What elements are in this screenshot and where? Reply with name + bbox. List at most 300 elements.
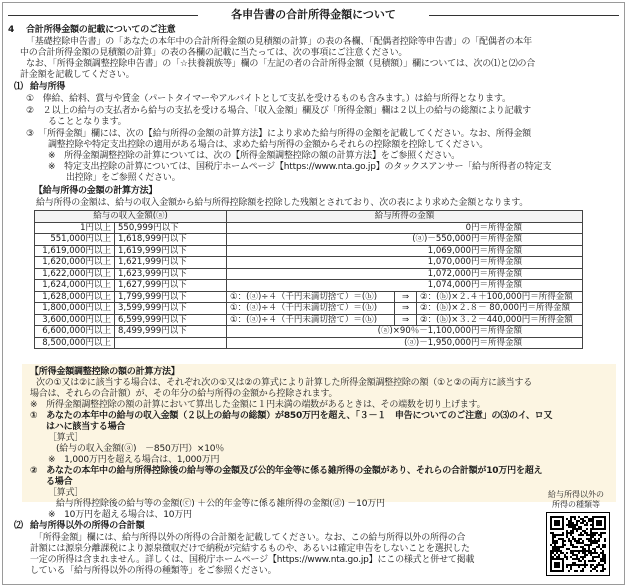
qr-module [586, 544, 588, 546]
qr-module [584, 548, 586, 550]
qr-module [570, 568, 572, 570]
income-result: (ⓐ)－550,000円＝所得金額 [227, 234, 583, 246]
qr-module [576, 554, 578, 556]
arrow-icon: ⇒ [395, 303, 417, 315]
salary-note-2-cont: 出控除」をご参照ください。 [66, 173, 181, 183]
qr-module [582, 520, 584, 522]
qr-module [572, 532, 574, 534]
qr-module [552, 546, 554, 548]
qr-module [596, 570, 598, 572]
income-result: 1,074,000円＝所得金額 [227, 280, 583, 292]
qr-module [574, 538, 576, 540]
income-from: 6,600,000円以上 [35, 326, 115, 338]
qr-module [556, 556, 558, 558]
qr-module [570, 564, 572, 566]
subsection-1-title: 給与所得 [30, 82, 66, 92]
qr-module [562, 542, 564, 544]
qr-module [594, 542, 596, 544]
qr-module [602, 566, 604, 568]
qr-module [582, 548, 584, 550]
salary-item-3: ③ 「所得金額」欄には、次の【給与所得の金額の計算方法】により求めた給与所得の金額を記載してください。なお、所得金額 [26, 129, 531, 139]
section-intro-line: なお、「所得金額調整控除申告書」の「☆扶養親族等」欄の「左記の者の合計所得金額（見積額）」欄については、次の⑴と⑵の合 [26, 59, 536, 69]
table-row [35, 303, 583, 315]
qr-module [564, 544, 566, 546]
qr-module [576, 542, 578, 544]
qr-module [590, 554, 592, 556]
qr-code-icon[interactable] [546, 512, 610, 576]
qr-module [600, 548, 602, 550]
qr-module [578, 540, 580, 542]
qr-module [582, 570, 584, 572]
qr-module [572, 524, 574, 526]
qr-module [594, 556, 596, 558]
qr-module [594, 532, 596, 534]
qr-module [554, 554, 556, 556]
qr-module [566, 566, 568, 568]
qr-module [590, 552, 592, 554]
qr-module [592, 560, 594, 562]
income-to: 1,618,999円以下 [115, 234, 227, 246]
qr-module [582, 518, 584, 520]
income-from: 1円以上 [35, 222, 115, 234]
qr-module [572, 552, 574, 554]
qr-module [550, 550, 552, 552]
qr-module [574, 546, 576, 548]
qr-module [562, 534, 564, 536]
arrow-icon: ⇒ [395, 314, 417, 326]
qr-module [598, 554, 600, 556]
qr-module [598, 564, 600, 566]
table-row [35, 257, 583, 269]
formula-2: 給与所得控除後の給与等の金額(ⓒ) ＋公的年金等に係る雑所得の金額(ⓓ) －10万円 [56, 499, 385, 509]
qr-module [554, 534, 556, 536]
table-row [35, 291, 583, 303]
income-from: 1,628,000円以上 [35, 291, 115, 303]
qr-module [562, 540, 564, 542]
qr-module [582, 542, 584, 544]
qr-module [602, 558, 604, 560]
qr-module [550, 552, 552, 554]
adjustment-desc: 次の①又は②に該当する場合は、それぞれ次の①又は②の算式により計算した所得金額調整控除の額（①と②の両方に該当する [36, 378, 533, 388]
qr-module [594, 538, 596, 540]
qr-module [560, 550, 562, 552]
qr-module [582, 564, 584, 566]
qr-module [580, 546, 582, 548]
qr-module [576, 570, 578, 572]
qr-module [604, 556, 606, 558]
qr-module [576, 550, 578, 552]
qr-module [572, 558, 574, 560]
qr-module [572, 564, 574, 566]
subsection-2-title: 給与所得以外の所得の合計額 [30, 521, 145, 531]
qr-module [562, 532, 564, 534]
formula-1: (給与の収入金額(ⓐ) －850万円）×10％ [56, 444, 225, 454]
qr-module [570, 566, 572, 568]
qr-module [572, 528, 574, 530]
qr-module [574, 562, 576, 564]
qr-module [588, 534, 590, 536]
qr-module [560, 538, 562, 540]
table-row [35, 337, 583, 349]
qr-module [596, 542, 598, 544]
qr-module [552, 536, 554, 538]
qr-module [576, 520, 578, 522]
qr-module [584, 532, 586, 534]
page-header [8, 8, 619, 22]
qr-module [562, 538, 564, 540]
qr-module [558, 550, 560, 552]
table-row [35, 268, 583, 280]
income-to [115, 337, 227, 349]
qr-module [588, 560, 590, 562]
qr-module [554, 546, 556, 548]
income-to: 1,623,999円以下 [115, 268, 227, 280]
income-from: 1,620,000円以上 [35, 257, 115, 269]
qr-module [580, 564, 582, 566]
qr-module [584, 544, 586, 546]
qr-module [570, 526, 572, 528]
page-title: 各申告書の合計所得金額について [8, 8, 619, 22]
qr-module [580, 560, 582, 562]
qr-module [592, 556, 594, 558]
qr-module [586, 554, 588, 556]
qr-module [600, 534, 602, 536]
qr-module [590, 518, 592, 520]
qr-module [582, 540, 584, 542]
qr-module [580, 522, 582, 524]
qr-module [568, 538, 570, 540]
qr-module [576, 524, 578, 526]
qr-module [578, 558, 580, 560]
qr-module [594, 540, 596, 542]
qr-module [586, 564, 588, 566]
calc-step-2: ②：(ⓑ)×３.２－440,000円＝所得金額 [417, 314, 583, 326]
table-header-row [35, 211, 583, 223]
other-income-text: している「給与所得以外の所得の種類等」をご参照ください。 [30, 566, 277, 576]
income-from: 1,624,000円以上 [35, 280, 115, 292]
qr-module [572, 516, 574, 518]
formula-label: ［算式］ [48, 433, 84, 443]
qr-module [600, 560, 602, 562]
qr-module [572, 550, 574, 552]
qr-module [574, 516, 576, 518]
income-from: 1,800,000円以上 [35, 303, 115, 315]
qr-module [594, 568, 596, 570]
qr-module [554, 542, 556, 544]
qr-module [596, 566, 598, 568]
qr-module [580, 538, 582, 540]
qr-module [566, 556, 568, 558]
qr-module [584, 562, 586, 564]
salary-item-2-cont: ることとなります。 [48, 117, 127, 127]
qr-module [588, 550, 590, 552]
qr-module [588, 540, 590, 542]
qr-module [592, 558, 594, 560]
qr-module [578, 534, 580, 536]
section-intro-line: 計金額を記載してください。 [20, 70, 135, 80]
qr-module [572, 538, 574, 540]
qr-module [584, 552, 586, 554]
section-title: 合計所得金額の記載についてのご注意 [26, 25, 176, 35]
qr-module [568, 564, 570, 566]
income-to: 3,599,999円以下 [115, 303, 227, 315]
salary-income-table [34, 210, 583, 349]
qr-caption: 給与所得以外の 所得の種類等 [548, 490, 604, 509]
qr-module [582, 568, 584, 570]
qr-module [584, 564, 586, 566]
qr-module [558, 538, 560, 540]
qr-module [584, 560, 586, 562]
income-to: 1,799,999円以下 [115, 291, 227, 303]
income-to: 550,999円以下 [115, 222, 227, 234]
qr-module [570, 530, 572, 532]
qr-module [590, 560, 592, 562]
qr-module [560, 552, 562, 554]
qr-module [584, 520, 586, 522]
income-result: 0円＝所得金額 [227, 222, 583, 234]
qr-module [570, 550, 572, 552]
qr-module [572, 554, 574, 556]
qr-module [554, 550, 556, 552]
qr-module [604, 560, 606, 562]
qr-module [570, 518, 572, 520]
qr-module [580, 534, 582, 536]
qr-module [574, 518, 576, 520]
qr-module [590, 544, 592, 546]
qr-module [576, 528, 578, 530]
other-income-text: 計額には源泉分離課税により源泉徴収だけで納税が完結するものや、あるいは確定申告をしないことを選択した [30, 544, 470, 554]
qr-module [550, 554, 552, 556]
qr-module [594, 550, 596, 552]
income-to: 6,599,999円以下 [115, 314, 227, 326]
qr-module [586, 528, 588, 530]
qr-module [550, 544, 552, 546]
qr-module [572, 522, 574, 524]
table-row [35, 222, 583, 234]
qr-module [582, 556, 584, 558]
qr-module [566, 530, 568, 532]
salary-note-2: ※ 特定支出控除の計算については、国税庁ホームページ【https://www.nta.go.jp】のタックスアンサー「給与所得者の特定支 [48, 162, 552, 172]
qr-module [570, 556, 572, 558]
qr-module [576, 564, 578, 566]
qr-module [584, 556, 586, 558]
qr-module [602, 532, 604, 534]
qr-module [556, 540, 558, 542]
qr-module [574, 528, 576, 530]
qr-module [602, 570, 604, 572]
qr-module [570, 524, 572, 526]
qr-module [552, 532, 554, 534]
qr-module [574, 550, 576, 552]
qr-module [600, 558, 602, 560]
qr-module [564, 540, 566, 542]
income-to: 8,499,999円以下 [115, 326, 227, 338]
qr-module [572, 536, 574, 538]
qr-module [566, 534, 568, 536]
arrow-icon: ⇒ [395, 291, 417, 303]
qr-module [552, 550, 554, 552]
qr-module [560, 534, 562, 536]
qr-module [578, 552, 580, 554]
qr-module [592, 564, 594, 566]
qr-module [578, 516, 580, 518]
qr-module [594, 548, 596, 550]
qr-module [550, 532, 552, 534]
qr-module [566, 532, 568, 534]
qr-module [552, 534, 554, 536]
col-header-result: 給与所得の金額 [227, 211, 583, 223]
qr-module [556, 552, 558, 554]
qr-module [604, 546, 606, 548]
qr-module [590, 528, 592, 530]
qr-module [552, 552, 554, 554]
qr-module [562, 544, 564, 546]
adjustment-case-2-cont: る場合 [46, 477, 73, 487]
qr-module [596, 532, 598, 534]
income-from: 1,622,000円以上 [35, 268, 115, 280]
income-result: 1,069,000円＝所得金額 [227, 245, 583, 257]
qr-module [566, 518, 568, 520]
qr-module [576, 540, 578, 542]
qr-module [590, 532, 592, 534]
qr-module [574, 540, 576, 542]
qr-code-graphic [547, 513, 609, 575]
qr-module [560, 546, 562, 548]
section-intro-line: 「基礎控除申告書」の「あなたの本年中の合計所得金額の見積額の計算」の表の各欄、「配偶者控除等申告書」の「配偶者の本年 [26, 37, 532, 47]
qr-module [586, 522, 588, 524]
qr-module [562, 552, 564, 554]
qr-module [578, 560, 580, 562]
qr-module [570, 542, 572, 544]
salary-note-1: ※ 所得金額調整控除の計算については、次の【所得金額調整控除の額の計算方法】をご参照ください。 [48, 151, 460, 161]
qr-module [598, 538, 600, 540]
qr-module [604, 558, 606, 560]
qr-module [578, 566, 580, 568]
qr-module [586, 516, 588, 518]
qr-module [602, 550, 604, 552]
formula-label: ［算式］ [48, 488, 84, 498]
section-intro-line: 中の合計所得金額の見積額の計算」の表の各欄の記載に当たっては、次の事項にご注意ください。 [20, 48, 408, 58]
qr-module [568, 520, 570, 522]
qr-module [568, 522, 570, 524]
qr-module [552, 540, 554, 542]
qr-module [590, 540, 592, 542]
qr-module [600, 570, 602, 572]
qr-module [576, 530, 578, 532]
qr-module [604, 540, 606, 542]
qr-module [580, 528, 582, 530]
qr-module [598, 544, 600, 546]
qr-module [574, 570, 576, 572]
qr-module [580, 532, 582, 534]
qr-module [600, 564, 602, 566]
qr-module [574, 558, 576, 560]
qr-module [556, 534, 558, 536]
qr-module [576, 522, 578, 524]
qr-module [584, 530, 586, 532]
qr-module [570, 540, 572, 542]
qr-module [566, 552, 568, 554]
qr-module [558, 548, 560, 550]
qr-module [568, 524, 570, 526]
qr-module [556, 546, 558, 548]
qr-module [554, 544, 556, 546]
qr-module [574, 554, 576, 556]
qr-module [582, 530, 584, 532]
qr-module [590, 520, 592, 522]
qr-module [598, 540, 600, 542]
qr-module [572, 546, 574, 548]
qr-module [554, 548, 556, 550]
qr-module [600, 536, 602, 538]
qr-module [586, 534, 588, 536]
formula-1-note: ※ 1,000万円を超える場合は、1,000万円 [48, 455, 220, 465]
qr-module [580, 556, 582, 558]
qr-module [576, 558, 578, 560]
qr-module [572, 562, 574, 564]
qr-module [602, 546, 604, 548]
qr-module [592, 568, 594, 570]
qr-module [572, 530, 574, 532]
qr-module [596, 564, 598, 566]
calc-step-2: ②：(ⓑ)×２.８－ 80,000円＝所得金額 [417, 303, 583, 315]
adjustment-note: ※ 所得金額調整控除の額の計算において算出した金額に１円未満の端数があるときは、その端数を切り上げます。 [30, 400, 486, 410]
qr-module [570, 522, 572, 524]
qr-module [592, 552, 594, 554]
qr-module [582, 534, 584, 536]
qr-module [582, 552, 584, 554]
qr-module [604, 554, 606, 556]
qr-module [574, 526, 576, 528]
qr-module [592, 542, 594, 544]
income-to: 1,619,999円以下 [115, 245, 227, 257]
qr-module [592, 532, 594, 534]
qr-module [570, 552, 572, 554]
qr-module [596, 552, 598, 554]
qr-module [588, 546, 590, 548]
qr-module [586, 550, 588, 552]
qr-module [602, 552, 604, 554]
qr-module [584, 524, 586, 526]
qr-module [566, 548, 568, 550]
qr-module [590, 538, 592, 540]
qr-module [594, 560, 596, 562]
qr-module [578, 520, 580, 522]
subsection-1-label: ⑴ [14, 82, 23, 92]
qr-module [578, 538, 580, 540]
subsection-2-label: ⑵ [14, 521, 23, 531]
qr-module [590, 550, 592, 552]
qr-module [574, 524, 576, 526]
qr-module [586, 538, 588, 540]
qr-module [582, 558, 584, 560]
table-row [35, 234, 583, 246]
qr-module [598, 546, 600, 548]
qr-module [604, 568, 606, 570]
table-row [35, 314, 583, 326]
qr-module [558, 534, 560, 536]
qr-module [578, 528, 580, 530]
qr-module [598, 556, 600, 558]
qr-module [590, 536, 592, 538]
qr-module [556, 550, 558, 552]
qr-module [596, 540, 598, 542]
calc-step-1: ①：(ⓐ)÷４（千円未満切捨て）＝(ⓑ) [227, 291, 395, 303]
qr-module [586, 532, 588, 534]
qr-module [564, 554, 566, 556]
qr-module [590, 534, 592, 536]
income-from: 1,619,000円以上 [35, 245, 115, 257]
